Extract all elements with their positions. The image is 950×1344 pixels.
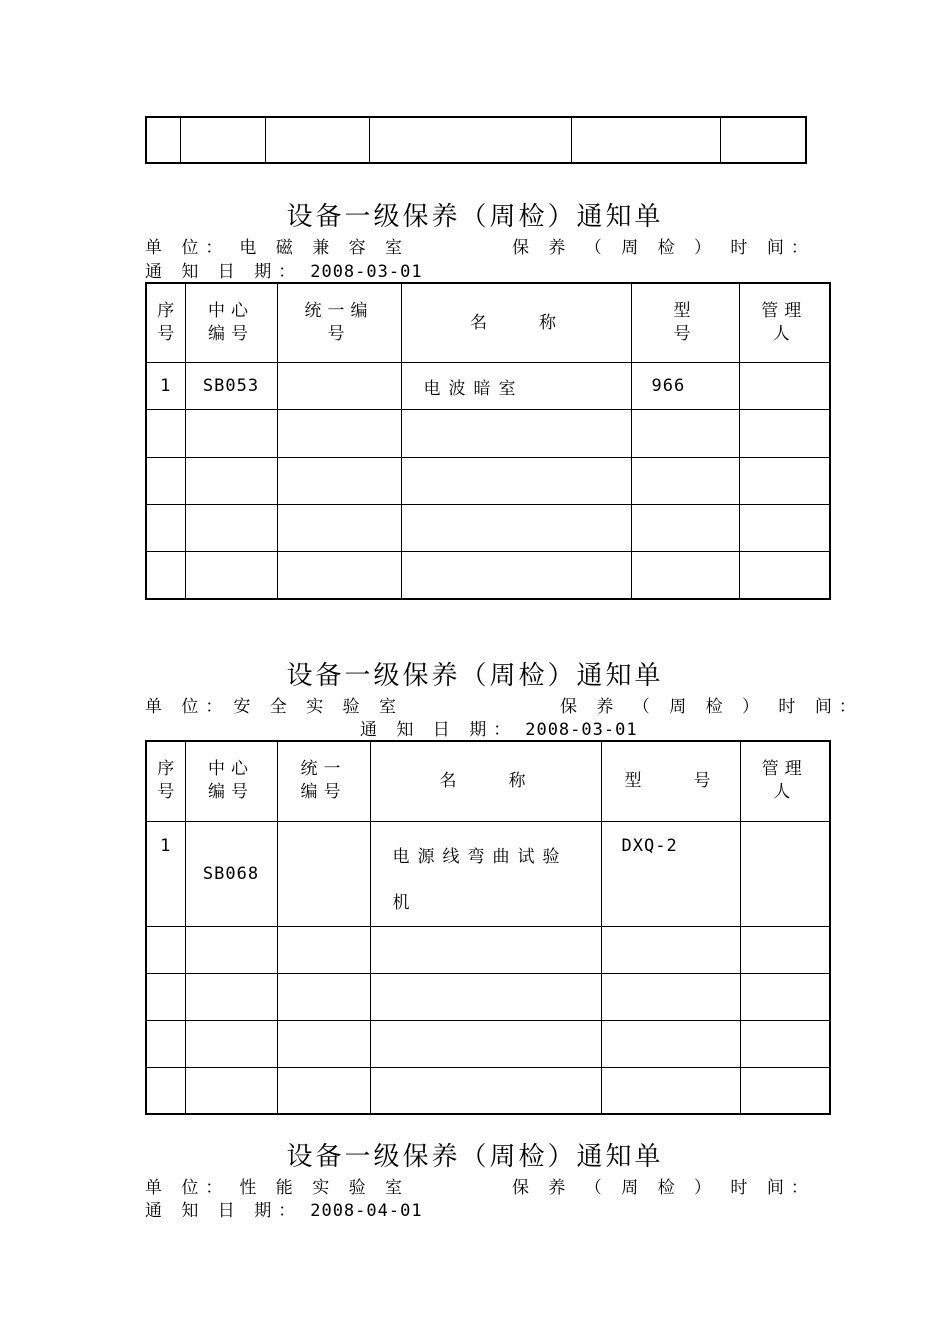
table-row — [146, 117, 806, 163]
header-model: 型号 — [631, 283, 739, 363]
form-1-unit — [145, 237, 409, 259]
form-1-table — [145, 282, 831, 600]
table-row — [146, 410, 830, 457]
table-row — [146, 821, 830, 926]
form-3-maint-time-label: 保 养 （ 周 检 ） 时 间： — [512, 1178, 815, 1198]
cell-manager — [740, 821, 830, 926]
header-unified-no: 统一编号 — [277, 283, 401, 363]
form-2-notice-date — [360, 719, 638, 741]
header-manager: 管理人 — [740, 741, 830, 821]
form-1-notice-date — [145, 261, 423, 283]
notice-date-label: 通 知 日 期： — [145, 262, 303, 282]
header-center-no: 中心编号 — [185, 283, 277, 363]
header-center-no: 中心编号 — [185, 741, 277, 821]
header-unified-no: 统一编号 — [277, 741, 370, 821]
form-2-table — [145, 740, 831, 1115]
cell-center-no: SB053 — [185, 363, 277, 410]
form-3-title: 设备一级保养（周检）通知单 — [286, 1142, 664, 1172]
table-row — [146, 1067, 830, 1114]
cell-model: 966 — [631, 363, 739, 410]
notice-date-value: 2008-03-01 — [525, 720, 638, 740]
notice-date-value: 2008-03-01 — [310, 262, 423, 282]
form-3-notice-date — [145, 1200, 423, 1222]
form-1-maint-time-label: 保 养 （ 周 检 ） 时 间： — [512, 238, 815, 258]
form-2-title: 设备一级保养（周检）通知单 — [286, 661, 664, 691]
form-3-unit — [145, 1177, 409, 1199]
table-row — [146, 504, 830, 551]
notice-date-label: 通 知 日 期： — [145, 1201, 303, 1221]
table-header-row — [146, 741, 830, 821]
header-model: 型 号 — [601, 741, 740, 821]
cell-manager — [739, 363, 830, 410]
cell-unified-no — [277, 363, 401, 410]
unit-value: 安 全 实 验 室 — [233, 697, 404, 717]
header-name: 名 称 — [370, 741, 601, 821]
form-2-unit — [145, 696, 403, 718]
table-row — [146, 1020, 830, 1067]
unit-label: 单 位： — [145, 697, 230, 717]
cell-seq: 1 — [146, 821, 185, 926]
form-2-maint-time-label: 保 养 （ 周 检 ） 时 间： — [560, 697, 863, 717]
notice-date-label: 通 知 日 期： — [360, 720, 518, 740]
unit-value: 性 能 实 验 室 — [239, 1178, 410, 1198]
table-row — [146, 457, 830, 504]
form-1-title: 设备一级保养（周检）通知单 — [286, 202, 664, 232]
cell-name: 电波暗室 — [401, 363, 631, 410]
partial-table-top — [145, 116, 807, 164]
header-name: 名 称 — [401, 283, 631, 363]
header-manager: 管理人 — [739, 283, 830, 363]
table-row — [146, 926, 830, 973]
cell-seq: 1 — [146, 363, 185, 410]
table-header-row — [146, 283, 830, 363]
unit-value: 电 磁 兼 容 室 — [239, 238, 410, 258]
cell-unified-no — [277, 821, 370, 926]
cell-center-no: SB068 — [185, 821, 277, 926]
table-row — [146, 973, 830, 1020]
table-row — [146, 552, 830, 599]
unit-label: 单 位： — [145, 1178, 230, 1198]
table-row — [146, 363, 830, 410]
header-seq: 序号 — [146, 283, 185, 363]
notice-date-value: 2008-04-01 — [310, 1201, 423, 1221]
unit-label: 单 位： — [145, 238, 230, 258]
cell-model: DXQ-2 — [601, 821, 740, 926]
cell-name: 电源线弯曲试验机 — [370, 821, 601, 926]
header-seq: 序号 — [146, 741, 185, 821]
